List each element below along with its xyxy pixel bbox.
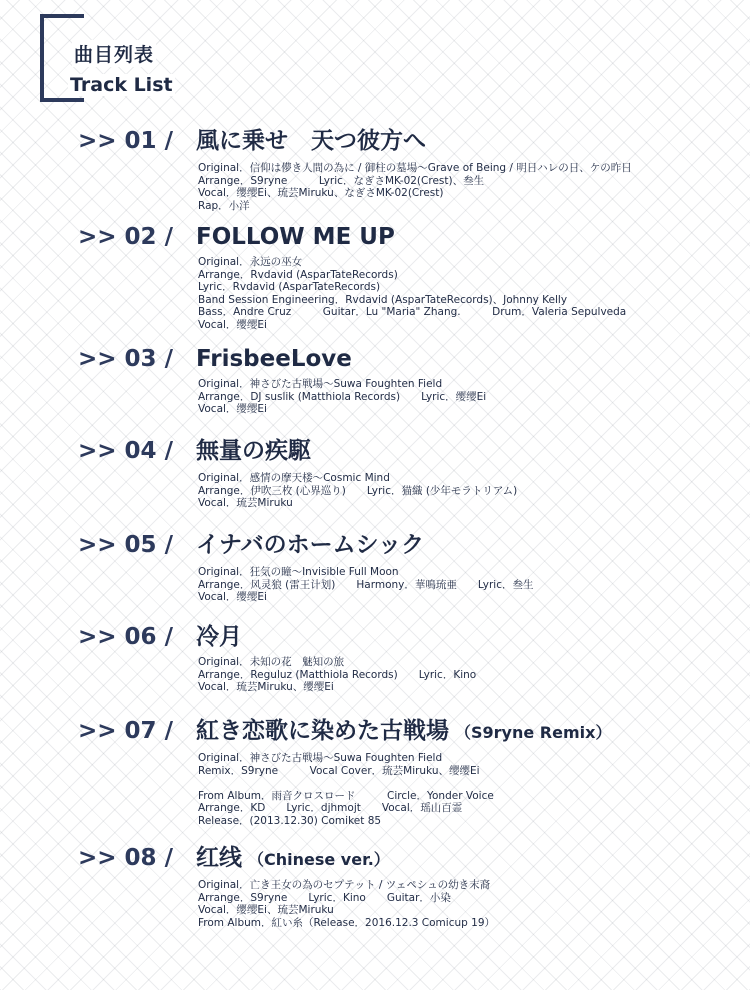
credit-line: Remix．S9ryne Vocal Cover．琉芸Miruku、缨缨Ei xyxy=(198,764,480,777)
track-title-text: 無量の疾駆 xyxy=(196,438,311,464)
credit-line: Vocal．缨缨Ei、琉芸Miruku xyxy=(198,904,334,917)
track-title xyxy=(196,530,424,560)
credit-line: Arrange．DJ suslik (Matthiola Records) Lyric．缨缨Ei xyxy=(198,390,487,403)
credit-line: Rap．小洋 xyxy=(198,199,250,212)
track-title-text: イナバのホームシック xyxy=(196,532,425,558)
credit-line: Original．神さびた古戦場～Suwa Foughten Field xyxy=(198,752,443,764)
track-title xyxy=(196,843,390,875)
track-title xyxy=(196,344,352,374)
track-number: >> 03 / xyxy=(78,346,173,372)
track-number: >> 04 / xyxy=(78,438,173,464)
track-title-text: 紅き恋歌に染めた古戦場 xyxy=(196,718,449,744)
credit-line: From Album．紅い糸（Release．2016.12.3 Comicup 19） xyxy=(198,916,495,929)
credit-line: Original．神さびた古戦場～Suwa Foughten Field xyxy=(198,378,443,390)
credit-line: Arrange．Reguluz (Matthiola Records) Lyric．Kino xyxy=(198,668,477,681)
track-title xyxy=(196,222,395,252)
track-number: >> 06 / xyxy=(78,624,173,650)
credit-line: Arrange．KD Lyric．djhmojt Vocal．瑶山百霊 xyxy=(198,802,463,815)
track-title-text: FOLLOW ME UP xyxy=(196,224,395,250)
track-credits xyxy=(198,162,632,212)
header-title-en: Track List xyxy=(70,74,173,96)
track-credits xyxy=(198,472,517,510)
credit-line: Arrange．Rvdavid (AsparTateRecords) xyxy=(198,268,398,281)
credit-line: Vocal．缨缨Ei、琉芸Miruku、なぎさMK-02(Crest) xyxy=(198,187,444,200)
credit-line: Bass．Andre Cruz Guitar．Lu "Maria" Zhang. Drum．Valeria Sepulveda xyxy=(198,306,627,319)
credit-line: Vocal．琉芸Miruku xyxy=(198,497,293,510)
credit-line: Band Session Engineering．Rvdavid (AsparTateRecords)、Johnny Kelly xyxy=(198,293,568,306)
credit-line: Original．信仰は儚き人間の為に / 御柱の墓場～Grave of Being / 明日ハレの日、ケの昨日 xyxy=(198,162,632,174)
header-title-cn: 曲目列表 xyxy=(72,40,156,67)
credit-line: Original．未知の花 魅知の旅 xyxy=(198,656,345,668)
track-number: >> 01 / xyxy=(78,128,173,154)
track-credits xyxy=(198,378,486,416)
credit-line: Original．亡き王女の為のセプテット / ツェペシュの幼き末裔 xyxy=(198,879,491,891)
track-title xyxy=(196,126,426,156)
track-number: >> 08 / xyxy=(78,845,173,871)
track-title xyxy=(196,716,611,748)
track-credits xyxy=(198,566,533,604)
credit-line: Arrange．S9ryne Lyric．Kino Guitar．小染 xyxy=(198,891,451,904)
track-title xyxy=(196,622,242,652)
credit-line: Vocal．缨缨Ei xyxy=(198,318,267,331)
credit-line: Release．(2013.12.30) Comiket 85 xyxy=(198,814,382,827)
credit-line: Vocal．缨缨Ei xyxy=(198,403,267,416)
credit-line: Arrange．伊吹三枚 (心界巡り) Lyric．猫織 (少年モラトリアム) xyxy=(198,484,518,497)
track-title-text: FrisbeeLove xyxy=(196,346,352,372)
credit-line: Original．感情の摩天楼～Cosmic Mind xyxy=(198,472,390,484)
track-credits xyxy=(198,256,626,332)
track-number: >> 05 / xyxy=(78,532,173,558)
track-credits xyxy=(198,752,494,828)
credit-line: Lyric．Rvdavid (AsparTateRecords) xyxy=(198,281,381,294)
track-title-text: 風に乗せ 天つ彼方へ xyxy=(196,128,426,154)
credit-line: From Album．雨音クロスロード Circle．Yonder Voice xyxy=(198,789,494,802)
track-credits xyxy=(198,879,495,929)
track-title-text: 冷月 xyxy=(196,624,242,650)
credit-line: Original．永远の巫女 xyxy=(198,256,303,268)
credit-line: Arrange．风灵狼 (雷王计划) Harmony．華鳴琉亜 Lyric．叁生 xyxy=(198,578,534,591)
credit-line: Vocal．缨缨Ei xyxy=(198,591,267,604)
credit-line: Original．狂気の瞳～Invisible Full Moon xyxy=(198,566,399,578)
track-title-suffix: （Chinese ver.） xyxy=(248,850,390,869)
credit-line xyxy=(198,777,494,790)
track-title-suffix: （S9ryne Remix） xyxy=(455,723,612,742)
track-title-text: 红线 xyxy=(196,845,242,871)
track-title xyxy=(196,436,311,466)
credit-line: Arrange．S9ryne Lyric．なぎさMK-02(Crest)、叁生 xyxy=(198,174,485,187)
track-number: >> 07 / xyxy=(78,718,173,744)
track-number: >> 02 / xyxy=(78,224,173,250)
credit-line: Vocal．琉芸Miruku、缨缨Ei xyxy=(198,681,334,694)
track-credits xyxy=(198,656,476,694)
